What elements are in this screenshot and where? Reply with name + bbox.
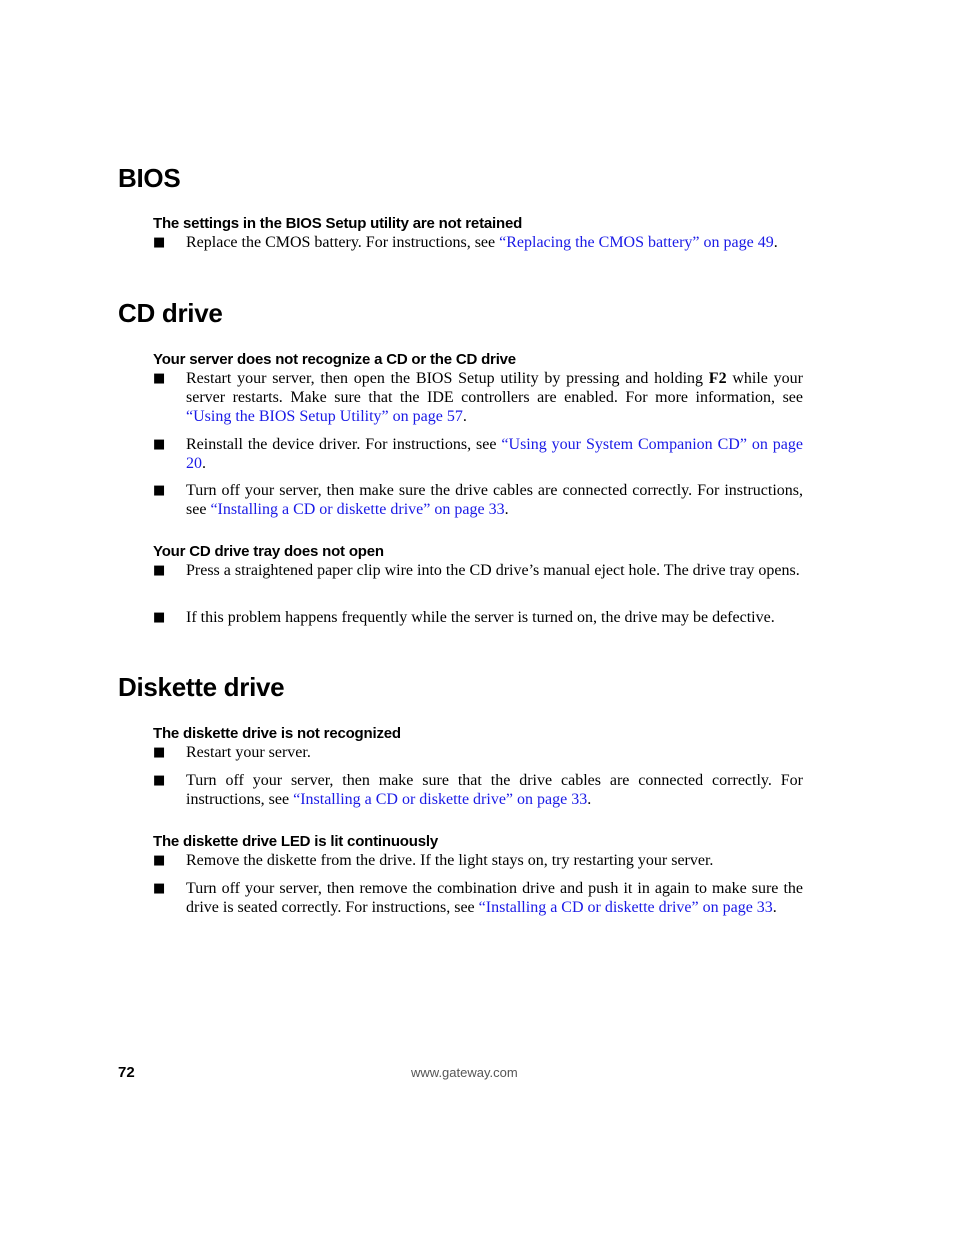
footer-url: www.gateway.com (411, 1065, 518, 1080)
list-item: ■ Turn off your server, then remove the combination drive and push it in again to make sure the drive is seated correctly. For instructions, see “Installing a CD or diskette drive” on page 33. (153, 880, 803, 916)
link-installing-cd-diskette-drive[interactable]: “Installing a CD or diskette drive” on page 33 (293, 791, 588, 808)
link-installing-cd-diskette-drive[interactable]: “Installing a CD or diskette drive” on page 33 (210, 501, 505, 518)
list-item: ■ Replace the CMOS battery. For instructions, see “Replacing the CMOS battery” on page 49. (153, 234, 778, 251)
page-number: 72 (118, 1064, 135, 1081)
subheading-diskette-led: The diskette drive LED is lit continuously (153, 833, 438, 850)
key-f2: F2 (708, 370, 727, 387)
bullet-icon: ■ (153, 483, 166, 498)
bullet-icon: ■ (153, 773, 166, 788)
link-using-bios-setup-utility[interactable]: “Using the BIOS Setup Utility” on page 57 (186, 408, 463, 425)
bullet-icon: ■ (153, 745, 166, 760)
bullet-icon: ■ (153, 235, 166, 250)
link-installing-cd-diskette-drive[interactable]: “Installing a CD or diskette drive” on page 33 (478, 899, 773, 916)
list-item: ■ Remove the diskette from the drive. If the light stays on, try restarting your server. (153, 852, 714, 869)
bullet-icon: ■ (153, 437, 166, 452)
list-item: ■ Turn off your server, then make sure that the drive cables are connected correctly. For instructions, see “Installing a CD or diskette drive” on page 33. (153, 772, 803, 808)
bullet-icon: ■ (153, 881, 166, 896)
list-item: ■ Reinstall the device driver. For instructions, see “Using your System Companion CD” on page 20. (153, 436, 804, 472)
list-item: ■ Restart your server, then open the BIOS Setup utility by pressing and holding F2 while your server restarts. Make sure that the IDE controllers are enabled. For more information, see “Using the BIOS Setup Utility” on page 57. (153, 370, 804, 425)
link-replacing-cmos-battery[interactable]: “Replacing the CMOS battery” on page 49 (499, 234, 774, 251)
list-item: ■ Turn off your server, then make sure the drive cables are connected correctly. For instructions, see “Installing a CD or diskette drive” on page 33. (153, 482, 803, 518)
bullet-icon: ■ (153, 371, 166, 386)
bullet-icon: ■ (153, 853, 166, 868)
section-heading-cd-drive: CD drive (118, 298, 223, 328)
list-item: ■ If this problem happens frequently while the server is turned on, the drive may be defective. (153, 609, 775, 626)
link-using-system-companion-cd[interactable]: “Using your System Companion CD” on page 20 (186, 436, 804, 472)
list-item: ■ Restart your server. (153, 744, 311, 761)
list-item: ■ Press a straightened paper clip wire into the CD drive’s manual eject hole. The drive tray opens. (153, 562, 800, 579)
subheading-cd-tray: Your CD drive tray does not open (153, 543, 384, 560)
subheading-cd-not-recognized: Your server does not recognize a CD or the CD drive (153, 351, 516, 368)
bullet-icon: ■ (153, 610, 166, 625)
subheading-bios-settings: The settings in the BIOS Setup utility are not retained (153, 215, 523, 232)
section-heading-diskette-drive: Diskette drive (118, 672, 285, 702)
section-heading-bios: BIOS (118, 163, 181, 193)
subheading-diskette-not-recognized: The diskette drive is not recognized (153, 725, 401, 742)
bullet-icon: ■ (153, 563, 166, 578)
